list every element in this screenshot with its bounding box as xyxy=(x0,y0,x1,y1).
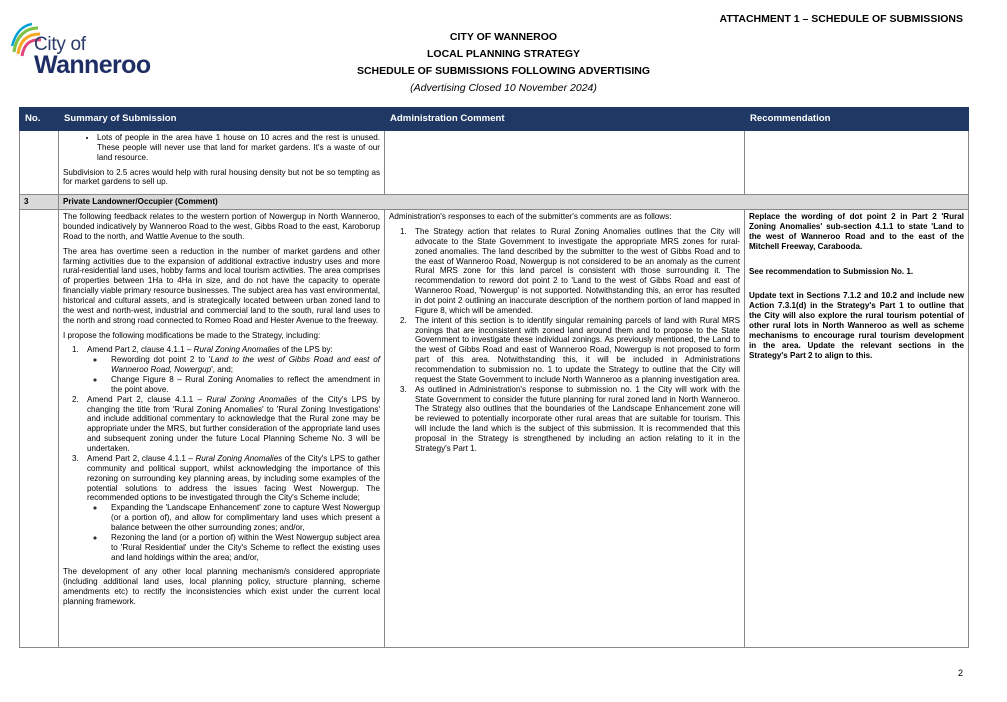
submissions-table xyxy=(19,107,969,648)
admin-item-3: 3. As outlined in Administration's response to submission no. 1 the City will work with the State Government to consider the future planning for rural zoned land in North Wanneroo. The Strategy also outlines that the boundaries of the Landscape Enhancement zone will be reviewed to potentially incorporate other rural areas that are suitable for tourism. This will include the land which is the subject of this submission. It is recommended that this proposal in the Strategy is strengthened by including an action relating to it in the Strategy's Part 1. xyxy=(409,385,740,454)
cell-recommendation xyxy=(745,131,969,195)
page-number: 2 xyxy=(957,668,963,678)
admin-intro: Administration's responses to each of the submitter's comments are as follows: xyxy=(389,212,672,222)
summary-paragraph: Subdivision to 2.5 acres would help with rural housing density but not be so tempting as for market gardens to sell up. xyxy=(63,167,380,187)
cell-no xyxy=(20,131,59,195)
summary-p4: The development of any other local planning mechanism/s considered appropriate (including additional land uses, local planning policy, structure planning, scheme amendments etc) to rectify the inconsistencies which exist under the current local planning framework. xyxy=(63,567,380,606)
header-line-3: SCHEDULE OF SUBMISSIONS FOLLOWING ADVERTISING xyxy=(356,65,651,77)
logo-city-text: City of xyxy=(34,34,86,55)
summary-bullet: • Lots of people in the area have 1 house on 10 acres and the rest is unused. These people will never use that land for market gardens. It's a waste of our land resource. xyxy=(97,133,380,163)
header-line-1: CITY OF WANNEROO xyxy=(449,31,558,43)
table-row xyxy=(20,210,969,648)
summary-subitem: ◦ Rewording dot point 2 to 'Land to the west of Gibbs Road and east of Wanneroo Road, Nowergup', and; xyxy=(105,355,380,375)
col-header-summary: Summary of Submission xyxy=(59,108,385,131)
summary-p2: The area has overtime seen a reduction in the number of market gardens and other farming activities due to the expansion of additional extractive industry uses and more rural-residential land uses, hobby farms and local tourism activities. The area comprises of properties between 1Ha to 4Ha in size, and do not have the capacity to operate financially viable primary resource businesses. The subject area has vast environmental, historical and cultural assets, and is strategically located between urban zoned land to the west and north-west, industrial and commercial land to the south, rural land uses to the north and strong road connected to Romeo Road and Hester Avenue to the freeway. xyxy=(63,246,381,325)
admin-item-2: 2. The intent of this section is to identify singular remaining parcels of land with Rural MRS zonings that are inconsistent with zoned land around them and to propose to the State Government to investigate these individual zonings. As previously mentioned, the Land to the west of Gibbs Road and east of Wanneroo Road, Nowergup is not proposed to form part of this area. Notwithstanding this, it will be included in Administrations recommendation to submission no. 1 to update the Strategy to outline that the City will request the State Government to include North Wanneroo as a planning investigation area. xyxy=(409,316,740,385)
col-header-recommendation: Recommendation xyxy=(745,108,969,131)
cell-admin xyxy=(385,210,745,648)
recommendation-3: Update text in Sections 7.1.2 and 10.2 and include new Action 7.3.1(d) in the Strategy's Part 1 to outline that the City will also explore the rural tourism potential of other rural lots in North Wanneroo as well as scheme mechanisms to encourage rural tourism development in the area. Update the relevant sections in the Strategy's Part 2 to align to this. xyxy=(749,291,964,360)
cell-admin xyxy=(385,131,745,195)
summary-p3: I propose the following modifications be made to the Strategy, including: xyxy=(63,330,321,340)
section-row xyxy=(20,195,969,210)
col-header-admin: Administration Comment xyxy=(385,108,745,131)
recommendation-2: See recommendation to Submission No. 1. xyxy=(749,266,914,276)
summary-subitem: ◦ Expanding the 'Landscape Enhancement' zone to capture West Nowergup (or a portion of), and allow for complimentary land uses which present a balance between the other surrounding zones; and/or, xyxy=(105,503,380,533)
attachment-title: ATTACHMENT 1 – SCHEDULE OF SUBMISSIONS xyxy=(719,13,963,25)
section-label: Private Landowner/Occupier (Comment) xyxy=(59,195,969,210)
cell-summary xyxy=(59,210,385,648)
cell-no xyxy=(20,210,59,648)
recommendation-1: Replace the wording of dot point 2 in Part 2 'Rural Zoning Anomalies' sub-section 4.1.1 to state 'Land to the west of Wanneroo Road and to the east of the Mitchell Freeway, Carabooda. xyxy=(749,212,964,251)
section-number: 3 xyxy=(20,195,59,210)
summary-subitem: ◦ Change Figure 8 – Rural Zoning Anomalies to reflect the amendment in the point above. xyxy=(105,375,380,395)
cell-summary xyxy=(59,131,385,195)
summary-p1: The following feedback relates to the western portion of Nowergup in North Wanneroo, bounded indicatively by Wanneroo Road to the west, Gibbs Road to the east, Karoborup Road to the north, and Wattle Avenue to the south. xyxy=(63,212,380,241)
summary-subitem: ◦ Rezoning the land (or a portion of) within the West Nowergup subject area to 'Rural Residential' under the City's Scheme to reflect the existing uses and land holdings within the area; and/or, xyxy=(105,533,380,563)
admin-list xyxy=(389,227,740,454)
table-row-continued xyxy=(20,131,969,195)
header-line-4: (Advertising Closed 10 November 2024) xyxy=(410,82,597,94)
summary-item-1: 1. Amend Part 2, clause 4.1.1 – Rural Zoning Anomalies of the LPS by: ◦ Rewording dot point 2 to 'Land to the west of Gibbs Road and east of Wanneroo Road, Nowergup', and; ◦ Change Figure 8 – Rural Zoning Anomalies to reflect the amendment in the point above. xyxy=(81,345,380,394)
summary-item-3: 3. Amend Part 2, clause 4.1.1 – Rural Zoning Anomalies of the City's LPS to gather community and political support, whilst acknowledging the importance of this rezoning on surrounding key planning areas, by including some examples of the potential solutions to address the issues facing West Nowergup. The recommended options to be investigated through the City's Scheme include; ◦ Expanding the 'Landscape Enhancement' zone to capture West Nowergup (or a portion of), and allow for complimentary land uses which present a balance between the other surrounding zones; and/or, ◦ Rezoning the land (or a portion of) within the West Nowergup subject area to 'Rural Residential' under the City's Scheme to reflect the existing uses and land holdings within the area; and/or, xyxy=(81,454,380,562)
col-header-no: No. xyxy=(20,108,59,131)
admin-item-1: 1. The Strategy action that relates to Rural Zoning Anomalies outlines that the City will advocate to the State Government to investigate the appropriate MRS zones for rural-zoned anomalies. The land described by the submitter to the west of Gibbs Road and to the east of Wanneroo Road, Nowergup is not considered to be an anomaly as the current Rural MRS zone for this land parcel is consistent with those surrounding it. The recommendation to reword dot point 2 to 'Land to the west of Gibbs Road and east of Wanneroo Road, 'Nowergup' is not supported. Notwithstanding this, an error has resulted in dot point 2 outlining an inaccurate description of the northern portion of land mapped in Figure 8, which will be amended. xyxy=(409,227,740,316)
header-line-2: LOCAL PLANNING STRATEGY xyxy=(426,48,581,60)
summary-item-2: 2. Amend Part 2, clause 4.1.1 – Rural Zoning Anomalies of the City's LPS by changing the title from 'Rural Zoning Anomalies' to 'Rural Zoning Investigations' and include additional commentary to acknowledge that the Rural zone may be appropriate under the MRS, but further consideration of the appropriate land uses and subsequent zoning under the future Local Planning Scheme No. 3 will be undertaken. xyxy=(81,395,380,454)
summary-list xyxy=(63,345,380,562)
cell-recommendation xyxy=(745,210,969,648)
table-header-row xyxy=(20,108,969,131)
logo-wanneroo-text: Wanneroo xyxy=(34,51,151,79)
